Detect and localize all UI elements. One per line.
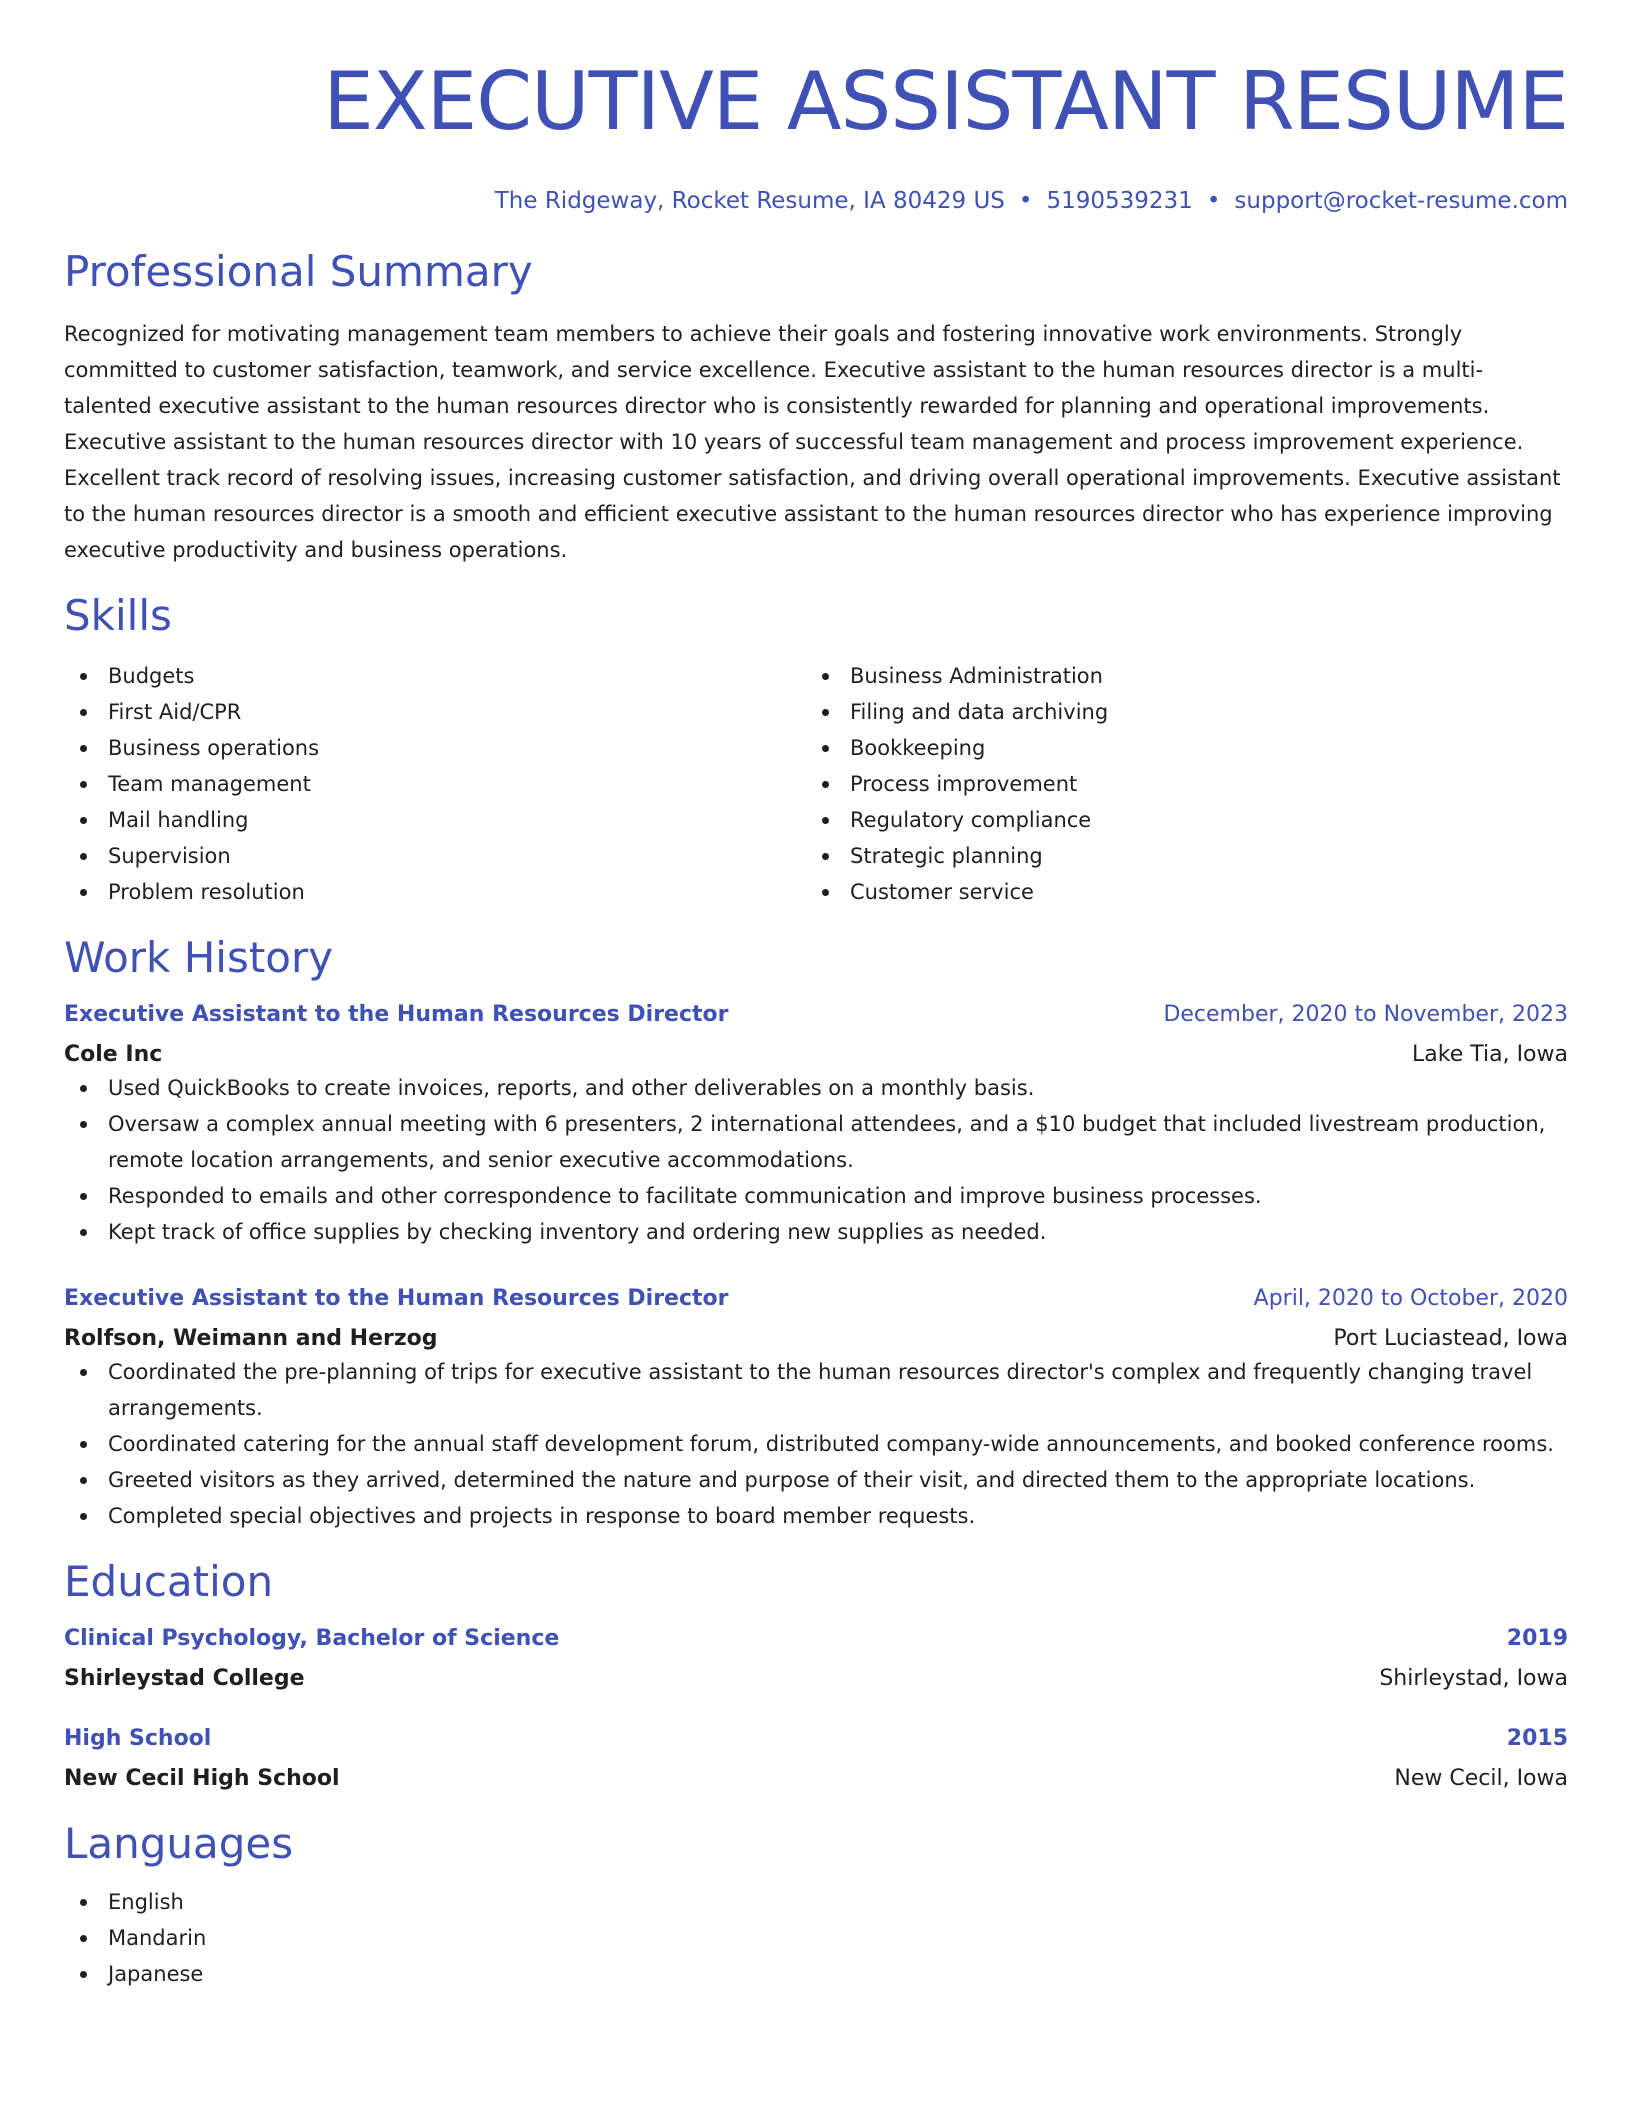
- skills-grid: [64, 658, 1568, 910]
- contact-separator: •: [1206, 188, 1221, 214]
- languages-section: [64, 1818, 1568, 1992]
- job-duties: [64, 1354, 1568, 1534]
- language-item: Mandarin: [64, 1920, 1568, 1956]
- summary-heading: Professional Summary: [64, 247, 533, 296]
- education-header: [64, 1624, 1568, 1654]
- skill-item: Filing and data archiving: [806, 694, 1548, 730]
- education-school: New Cecil High School: [64, 1766, 340, 1791]
- education-subheader: [64, 1764, 1568, 1794]
- contact-address: The Ridgeway, Rocket Resume, IA 80429 US: [494, 188, 1005, 214]
- summary-text: Recognized for motivating management team members to achieve their goals and fostering innovative work environments. Strongly committed to customer satisfaction, teamwork, and service excellence. Executive assistant to the human resources director is a multi-talented executive assistant to the human resources director who is consistently rewarded for planning and operational improvements. Executive assistant to the human resources director with 10 years of successful team management and process improvement experience. Excellent track record of resolving issues, increasing customer satisfaction, and driving overall operational improvements. Executive assistant to the human resources director is a smooth and efficient executive assistant to the human resources director who has experience improving executive productivity and business operations.: [64, 322, 1561, 562]
- work-history-section: [64, 932, 1568, 1534]
- job-title: Executive Assistant to the Human Resources Director: [64, 1286, 729, 1311]
- skill-item: First Aid/CPR: [64, 694, 806, 730]
- education-year: 2019: [1506, 1626, 1568, 1651]
- skill-item: Process improvement: [806, 766, 1548, 802]
- resume-title: EXECUTIVE ASSISTANT RESUME: [323, 55, 1568, 148]
- education-location: New Cecil, Iowa: [1394, 1766, 1568, 1791]
- education-school: Shirleystad College: [64, 1666, 305, 1691]
- skills-section: [64, 590, 1568, 910]
- job-subheader: [64, 1040, 1568, 1070]
- skill-item: Mail handling: [64, 802, 806, 838]
- skill-item: Customer service: [806, 874, 1548, 910]
- education-entry: [64, 1724, 1568, 1794]
- language-item: English: [64, 1884, 1568, 1920]
- skill-item: Problem resolution: [64, 874, 806, 910]
- skill-item: Business Administration: [806, 658, 1548, 694]
- job-duty: Completed special objectives and projects in response to board member requests.: [64, 1498, 1568, 1534]
- contact-separator: •: [1018, 188, 1033, 214]
- contact-line: [64, 186, 1568, 216]
- job-entry: [64, 1284, 1568, 1534]
- summary-section: [64, 246, 1568, 568]
- education-subheader: [64, 1664, 1568, 1694]
- job-location: Lake Tia, Iowa: [1412, 1042, 1568, 1067]
- resume-page: [64, 0, 1568, 1992]
- skill-item: Budgets: [64, 658, 806, 694]
- job-duty: Coordinated catering for the annual staff development forum, distributed company-wide announcements, and booked conference rooms.: [64, 1426, 1568, 1462]
- skills-heading: Skills: [64, 591, 172, 640]
- job-duty: Kept track of office supplies by checking inventory and ordering new supplies as needed.: [64, 1214, 1568, 1250]
- skill-item: Team management: [64, 766, 806, 802]
- skills-list-left: [64, 658, 806, 910]
- job-dates: April, 2020 to October, 2020: [1253, 1286, 1568, 1311]
- job-duty: Greeted visitors as they arrived, determined the nature and purpose of their visit, and directed them to the appropriate locations.: [64, 1462, 1568, 1498]
- education-entry: [64, 1624, 1568, 1694]
- education-location: Shirleystad, Iowa: [1379, 1666, 1568, 1691]
- skill-item: Bookkeeping: [806, 730, 1548, 766]
- job-duty: Responded to emails and other correspondence to facilitate communication and improve business processes.: [64, 1178, 1568, 1214]
- skill-item: Business operations: [64, 730, 806, 766]
- job-location: Port Luciastead, Iowa: [1333, 1326, 1568, 1351]
- contact-phone: 5190539231: [1046, 188, 1193, 214]
- job-company: Rolfson, Weimann and Herzog: [64, 1326, 438, 1351]
- skill-item: Regulatory compliance: [806, 802, 1548, 838]
- job-duty: Coordinated the pre-planning of trips for executive assistant to the human resources director's complex and frequently changing travel arrangements.: [64, 1354, 1568, 1426]
- job-entry: [64, 1000, 1568, 1250]
- skills-column-left: [64, 658, 806, 910]
- skills-list-right: [806, 658, 1548, 910]
- skill-item: Strategic planning: [806, 838, 1548, 874]
- job-header: [64, 1284, 1568, 1314]
- job-header: [64, 1000, 1568, 1030]
- skills-column-right: [806, 658, 1548, 910]
- job-company: Cole Inc: [64, 1042, 163, 1067]
- languages-list: [64, 1884, 1568, 1992]
- language-item: Japanese: [64, 1956, 1568, 1992]
- education-degree: High School: [64, 1726, 212, 1751]
- education-year: 2015: [1506, 1726, 1568, 1751]
- skill-item: Supervision: [64, 838, 806, 874]
- job-dates: December, 2020 to November, 2023: [1163, 1002, 1568, 1027]
- education-section: [64, 1556, 1568, 1794]
- job-duty: Oversaw a complex annual meeting with 6 presenters, 2 international attendees, and a $10 budget that included livestream production, remote location arrangements, and senior executive accommodations.: [64, 1106, 1568, 1178]
- job-title: Executive Assistant to the Human Resources Director: [64, 1002, 729, 1027]
- education-header: [64, 1724, 1568, 1754]
- contact-email: support@rocket-resume.com: [1234, 188, 1568, 214]
- education-degree: Clinical Psychology, Bachelor of Science: [64, 1626, 560, 1651]
- job-duty: Used QuickBooks to create invoices, reports, and other deliverables on a monthly basis.: [64, 1070, 1568, 1106]
- education-heading: Education: [64, 1557, 274, 1606]
- work-history-heading: Work History: [64, 933, 334, 982]
- job-duties: [64, 1070, 1568, 1250]
- languages-heading: Languages: [64, 1819, 294, 1868]
- job-subheader: [64, 1324, 1568, 1354]
